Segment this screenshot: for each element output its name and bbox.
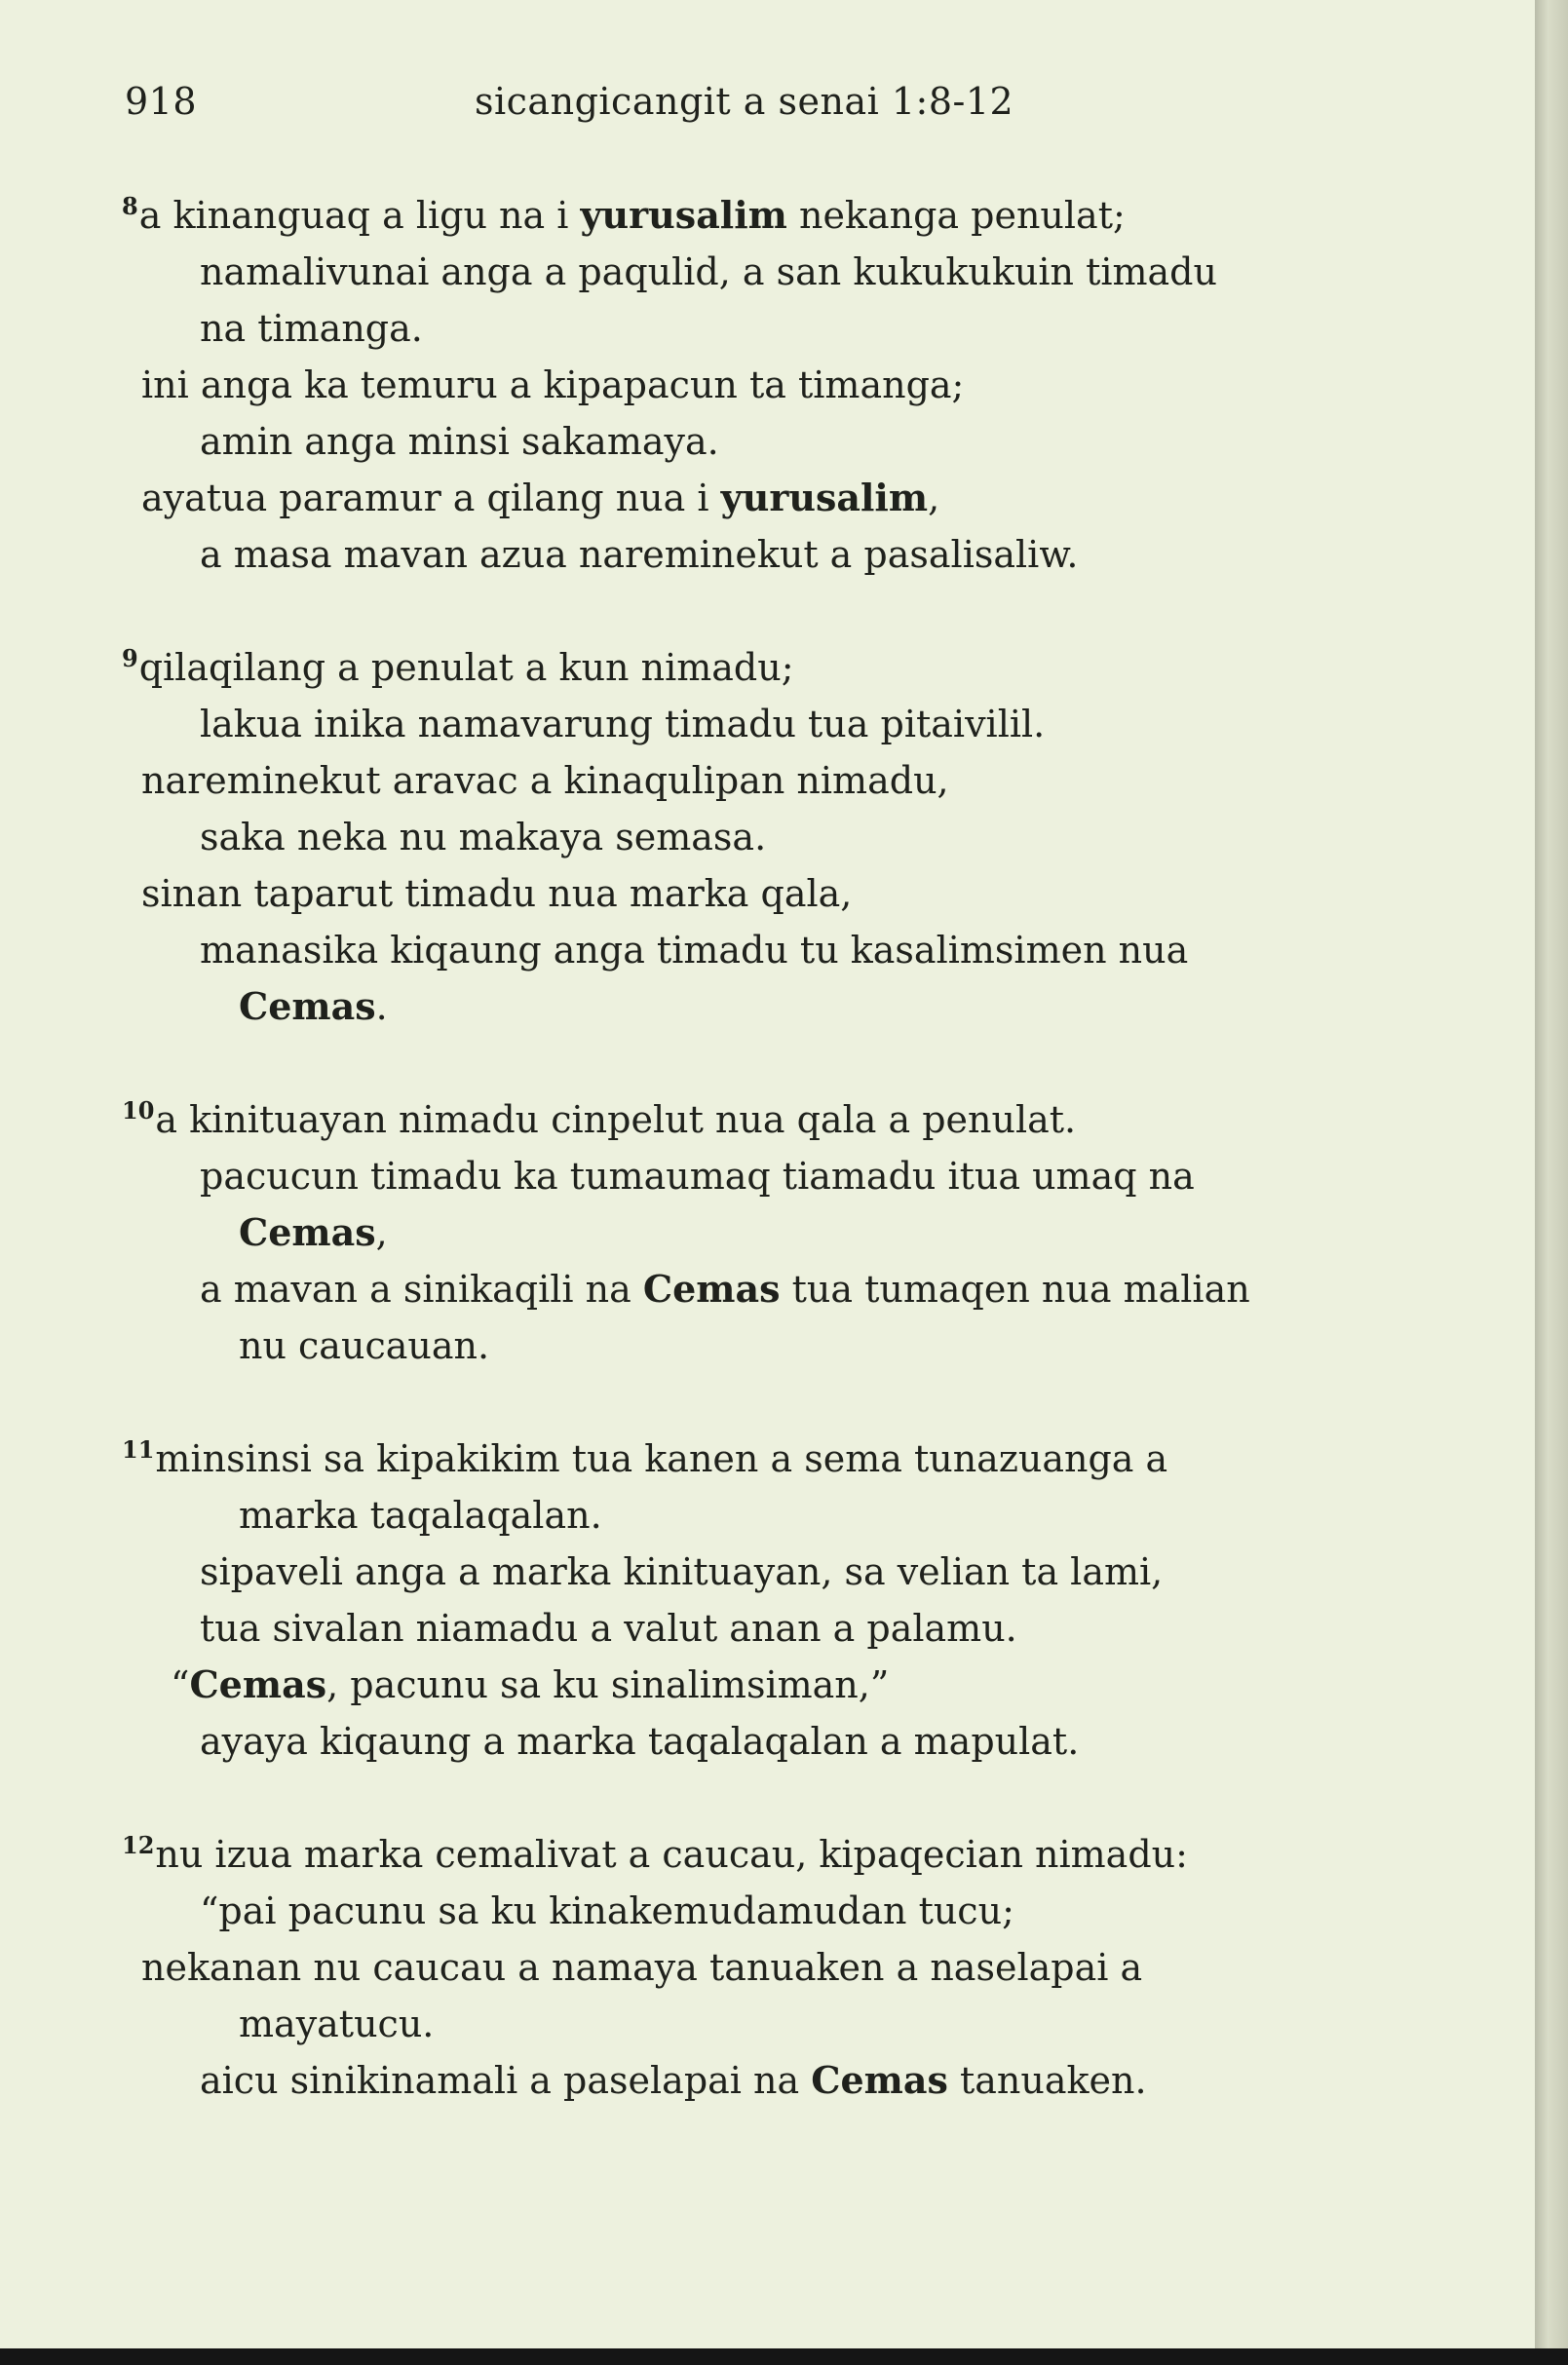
line-text: “ — [171, 1663, 190, 1706]
verse-line — [171, 1657, 1447, 1713]
bold-name: yurusalim — [720, 476, 929, 519]
verse-line — [239, 978, 1447, 1035]
verse-line — [200, 1883, 1447, 1939]
verse-line — [239, 1317, 1447, 1374]
verse-line — [200, 413, 1447, 470]
verse-line — [122, 1430, 1447, 1487]
line-text: sinan taparut timadu nua marka qala, — [141, 872, 853, 915]
verse-line — [141, 1939, 1447, 1996]
line-text-after: . — [375, 985, 388, 1028]
verse-line — [200, 696, 1447, 752]
verse-number: 10 — [122, 1096, 155, 1125]
stanza-break — [161, 1035, 1447, 1091]
line-text: ayatua paramur a qilang nua i — [141, 477, 721, 519]
bold-name: Cemas — [642, 1267, 781, 1311]
verse-line — [200, 1544, 1447, 1600]
line-text: a kinituayan nimadu cinpelut nua qala a penulat. — [155, 1098, 1077, 1141]
verse-line — [122, 639, 1447, 696]
line-text: a masa mavan azua nareminekut a pasalisaliw. — [200, 533, 1079, 576]
bottom-edge — [0, 2348, 1568, 2365]
line-text: pacucun timadu ka tumaumaq tiamadu itua umaq na — [200, 1155, 1195, 1198]
verse-number: 9 — [122, 644, 138, 673]
verse-number: 12 — [122, 1831, 155, 1860]
verse-line — [122, 1091, 1447, 1148]
line-text: namalivunai anga a paqulid, a san kukukukuin timadu — [200, 250, 1217, 293]
page-number: 918 — [125, 80, 198, 123]
verse-line — [122, 1826, 1447, 1883]
verse-line — [200, 922, 1447, 978]
line-text: nekanan nu caucau a namaya tanuaken a naselapai a — [141, 1946, 1143, 1989]
line-text: sipaveli anga a marka kinituayan, sa velian ta lami, — [200, 1550, 1164, 1593]
line-text-after: , — [928, 477, 940, 519]
line-text: marka taqalaqalan. — [239, 1494, 602, 1537]
page-header — [0, 80, 1535, 138]
line-text: saka neka nu makaya semasa. — [200, 816, 767, 858]
line-text: lakua inika namavarung timadu tua pitaivilil. — [200, 703, 1046, 745]
line-text: qilaqilang a penulat a kun nimadu; — [138, 646, 794, 689]
line-text: aicu sinikinamali a paselapai na — [200, 2059, 812, 2102]
line-text-after: , — [375, 1211, 388, 1254]
line-text: na timanga. — [200, 307, 423, 350]
running-title: sicangicangit a senai 1:8-12 — [475, 80, 1014, 123]
verse-line — [239, 1996, 1447, 2052]
stanza-break — [161, 583, 1447, 639]
verse-text — [122, 187, 1447, 2109]
line-text: nareminekut aravac a kinaqulipan nimadu, — [141, 759, 949, 802]
line-text-after: nekanga penulat; — [786, 194, 1126, 237]
verse-line — [141, 357, 1447, 413]
verse-line — [200, 1600, 1447, 1657]
line-text: nu izua marka cemalivat a caucau, kipaqecian nimadu: — [155, 1833, 1188, 1876]
verse-line — [200, 244, 1447, 300]
stanza-break — [161, 1374, 1447, 1430]
verse-line — [141, 865, 1447, 922]
line-text: ini anga ka temuru a kipapacun ta timanga; — [141, 363, 965, 406]
bold-name: Cemas — [189, 1662, 327, 1706]
line-text-after: tua tumaqen nua malian — [780, 1268, 1250, 1311]
line-text-after: , pacunu sa ku sinalimsiman,” — [326, 1663, 890, 1706]
verse-number: 8 — [122, 192, 138, 221]
verse-line — [200, 1261, 1447, 1317]
verse-line — [141, 752, 1447, 809]
line-text: a mavan a sinikaqili na — [200, 1268, 643, 1311]
line-text: tua sivalan niamadu a valut anan a palamu. — [200, 1607, 1017, 1650]
bold-name: yurusalim — [580, 193, 787, 237]
bold-name: Cemas — [239, 1210, 376, 1254]
verse-line — [141, 470, 1447, 526]
verse-line — [239, 1487, 1447, 1544]
line-text: amin anga minsi sakamaya. — [200, 420, 719, 463]
line-text: ayaya kiqaung a marka taqalaqalan a mapulat. — [200, 1720, 1080, 1763]
line-text: minsinsi sa kipakikim tua kanen a sema tunazuanga a — [155, 1437, 1168, 1480]
verse-line — [200, 809, 1447, 865]
verse-line — [122, 187, 1447, 244]
stanza-break — [161, 1770, 1447, 1826]
line-text-after: tanuaken. — [947, 2059, 1147, 2102]
line-text: manasika kiqaung anga timadu tu kasalimsimen nua — [200, 929, 1189, 972]
verse-line — [200, 1148, 1447, 1204]
line-text: “pai pacunu sa ku kinakemudamudan tucu; — [200, 1889, 1014, 1932]
bold-name: Cemas — [811, 2058, 948, 2102]
verse-number: 11 — [122, 1435, 155, 1465]
line-text: a kinanguaq a ligu na i — [138, 194, 581, 237]
line-text: mayatucu. — [239, 2003, 435, 2045]
verse-line — [200, 300, 1447, 357]
verse-line — [200, 2052, 1447, 2109]
page-edge — [1535, 0, 1568, 2365]
verse-line — [200, 526, 1447, 583]
verse-line — [200, 1713, 1447, 1770]
bold-name: Cemas — [239, 984, 376, 1028]
line-text: nu caucauan. — [239, 1324, 490, 1367]
verse-line — [239, 1204, 1447, 1261]
